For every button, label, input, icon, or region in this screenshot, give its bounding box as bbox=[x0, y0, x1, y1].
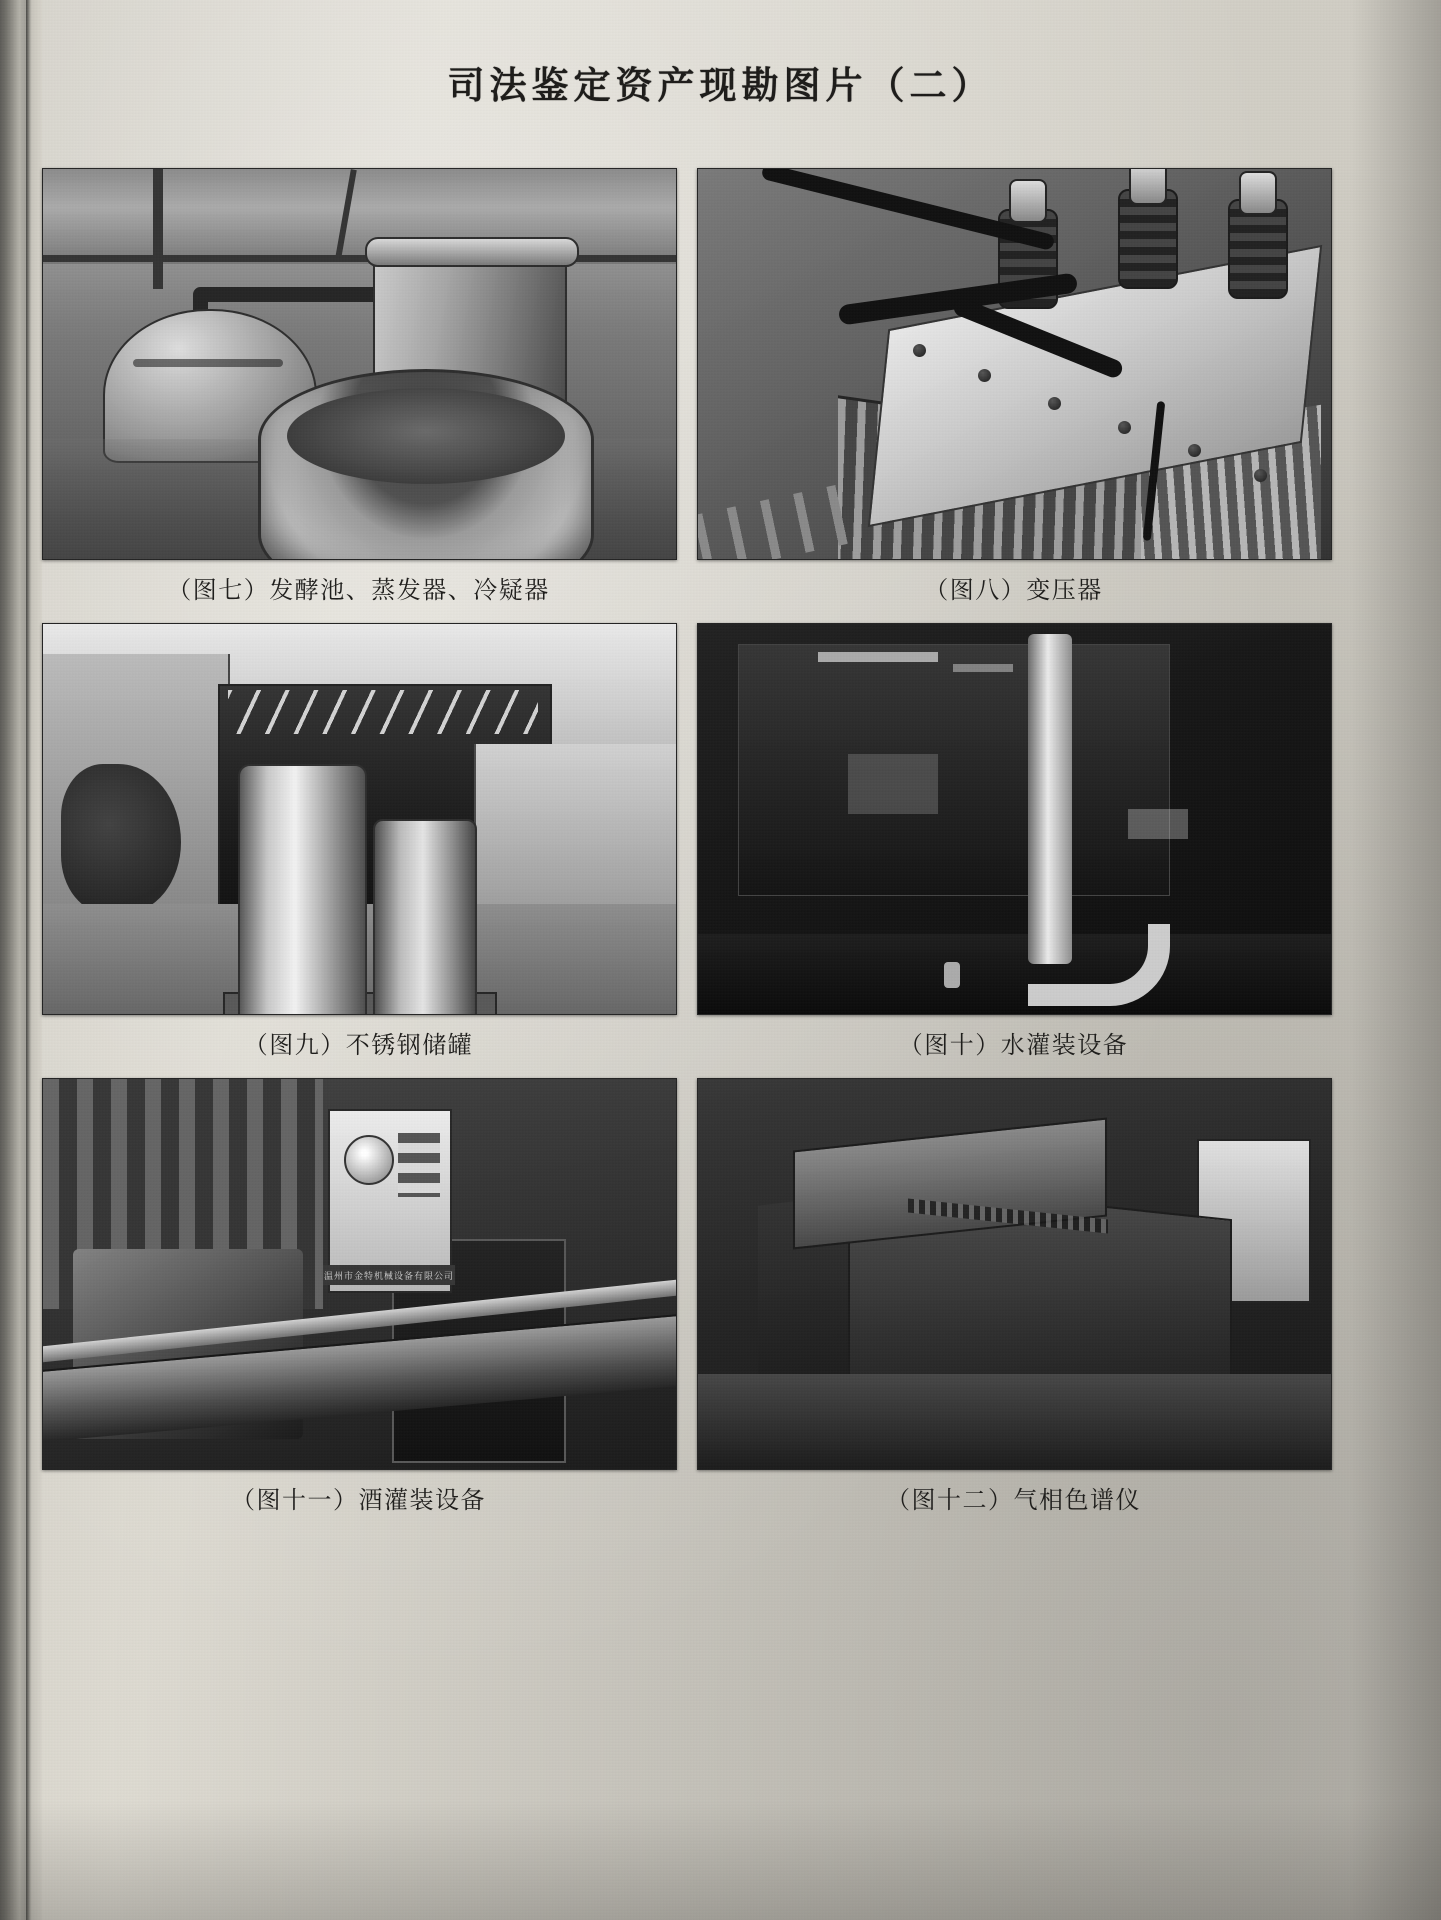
control-dial bbox=[344, 1135, 394, 1185]
ceiling-light bbox=[953, 664, 1013, 672]
roof-truss bbox=[228, 690, 538, 734]
figure-cell bbox=[697, 623, 1330, 1060]
figure-7-photo bbox=[42, 168, 677, 560]
lid-bolt bbox=[978, 369, 991, 382]
control-keypad bbox=[398, 1133, 440, 1197]
figure-cell bbox=[697, 168, 1330, 605]
hv-bushing-cap bbox=[1009, 179, 1047, 223]
manufacturer-label: 温州市金特机械设备有限公司 bbox=[323, 1265, 455, 1285]
figure-8-photo bbox=[697, 168, 1332, 560]
figure-9-caption: （图九）不锈钢储罐 bbox=[243, 1031, 474, 1059]
figure-12-caption: （图十二）气相色谱仪 bbox=[886, 1486, 1141, 1514]
figure-row bbox=[42, 623, 1372, 1060]
lid-bolt bbox=[1254, 469, 1267, 482]
lid-bolt bbox=[1188, 444, 1201, 457]
figure-12-photo bbox=[697, 1078, 1332, 1470]
workshop-floor bbox=[698, 934, 1331, 1014]
ladder bbox=[697, 484, 853, 560]
figure-11-photo bbox=[42, 1078, 677, 1470]
lid-bolt bbox=[913, 344, 926, 357]
lid-bolt bbox=[1118, 421, 1131, 434]
control-panel bbox=[848, 754, 938, 814]
figure-cell bbox=[42, 168, 675, 605]
figure-grid bbox=[42, 168, 1372, 1533]
page-bottom-shadow bbox=[0, 1800, 1441, 1920]
figure-10-photo bbox=[697, 623, 1332, 1015]
fermentation-pit bbox=[258, 369, 594, 560]
spine-edge bbox=[26, 0, 31, 1920]
lid-bolt bbox=[1048, 397, 1061, 410]
equipment-cabinet bbox=[738, 644, 1170, 896]
roof-beam bbox=[153, 169, 163, 289]
figure-10-caption: （图十）水灌装设备 bbox=[898, 1031, 1129, 1059]
figure-cell bbox=[697, 1078, 1330, 1515]
figure-cell bbox=[42, 1078, 675, 1515]
ceiling-light bbox=[818, 652, 938, 662]
pipe-fitting bbox=[944, 962, 960, 988]
figure-row bbox=[42, 1078, 1372, 1515]
water-pipe bbox=[1028, 634, 1072, 964]
building-wall-right bbox=[474, 744, 676, 914]
hv-bushing-cap bbox=[1239, 171, 1277, 215]
workshop-roof bbox=[43, 169, 676, 264]
page-title: 司法鉴定资产现勘图片（二） bbox=[447, 62, 994, 107]
figure-7-caption: （图七）发酵池、蒸发器、冷疑器 bbox=[167, 576, 550, 604]
figure-8-caption: （图八）变压器 bbox=[924, 576, 1103, 604]
roof-beam bbox=[43, 255, 676, 262]
stainless-steel-tank-large bbox=[238, 764, 367, 1015]
figure-9-photo bbox=[42, 623, 677, 1015]
figure-row bbox=[42, 168, 1372, 605]
figure-11-caption: （图十一）酒灌装设备 bbox=[231, 1486, 486, 1514]
figure-cell bbox=[42, 623, 675, 1060]
laboratory-bench bbox=[698, 1374, 1331, 1469]
hv-bushing-cap bbox=[1129, 168, 1167, 205]
equipment-highlight bbox=[1128, 809, 1188, 839]
stainless-steel-tank-small bbox=[373, 819, 477, 1015]
fermentation-pit-opening bbox=[287, 388, 565, 484]
book-spine bbox=[0, 0, 42, 1920]
tree bbox=[61, 764, 181, 914]
